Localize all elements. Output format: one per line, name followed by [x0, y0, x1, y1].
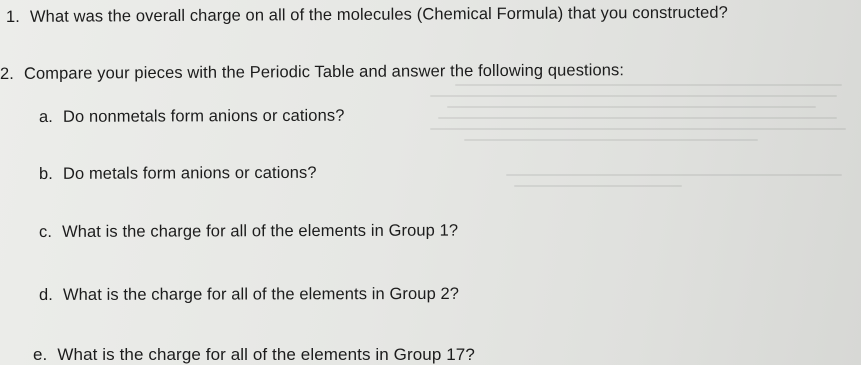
sub-question-c-text: What is the charge for all of the elements in Group 1? — [62, 221, 459, 241]
sub-question-b-text: Do metals form anions or cations? — [62, 163, 317, 183]
sub-question-b — [39, 163, 317, 184]
bleed-through-text — [430, 84, 850, 274]
sub-question-b-letter: b. — [38, 164, 54, 183]
sub-question-d-letter: d. — [38, 285, 53, 304]
question-2 — [0, 60, 624, 84]
sub-question-e-text: What is the charge for all of the elements in Group 17? — [57, 345, 475, 364]
sub-question-c — [39, 221, 458, 242]
sub-question-d — [39, 284, 459, 305]
sub-question-a-letter: a. — [38, 107, 54, 126]
question-1-text: What was the overall charge on all of the molecules (Chemical Formula) that you constructed? — [29, 3, 728, 26]
question-1-number: 1. — [5, 7, 21, 26]
question-1 — [6, 3, 728, 27]
sub-question-e — [33, 345, 475, 365]
sub-question-e-letter: e. — [33, 345, 48, 364]
question-2-text: Compare your pieces with the Periodic Table and answer the following questions: — [23, 61, 625, 83]
sub-question-a-text: Do nonmetals form anions or cations? — [62, 106, 345, 126]
sub-question-a — [39, 106, 345, 127]
question-2-number: 2. — [0, 64, 15, 83]
sub-question-d-text: What is the charge for all of the elements in Group 2? — [62, 284, 460, 304]
sub-question-c-letter: c. — [38, 222, 53, 241]
